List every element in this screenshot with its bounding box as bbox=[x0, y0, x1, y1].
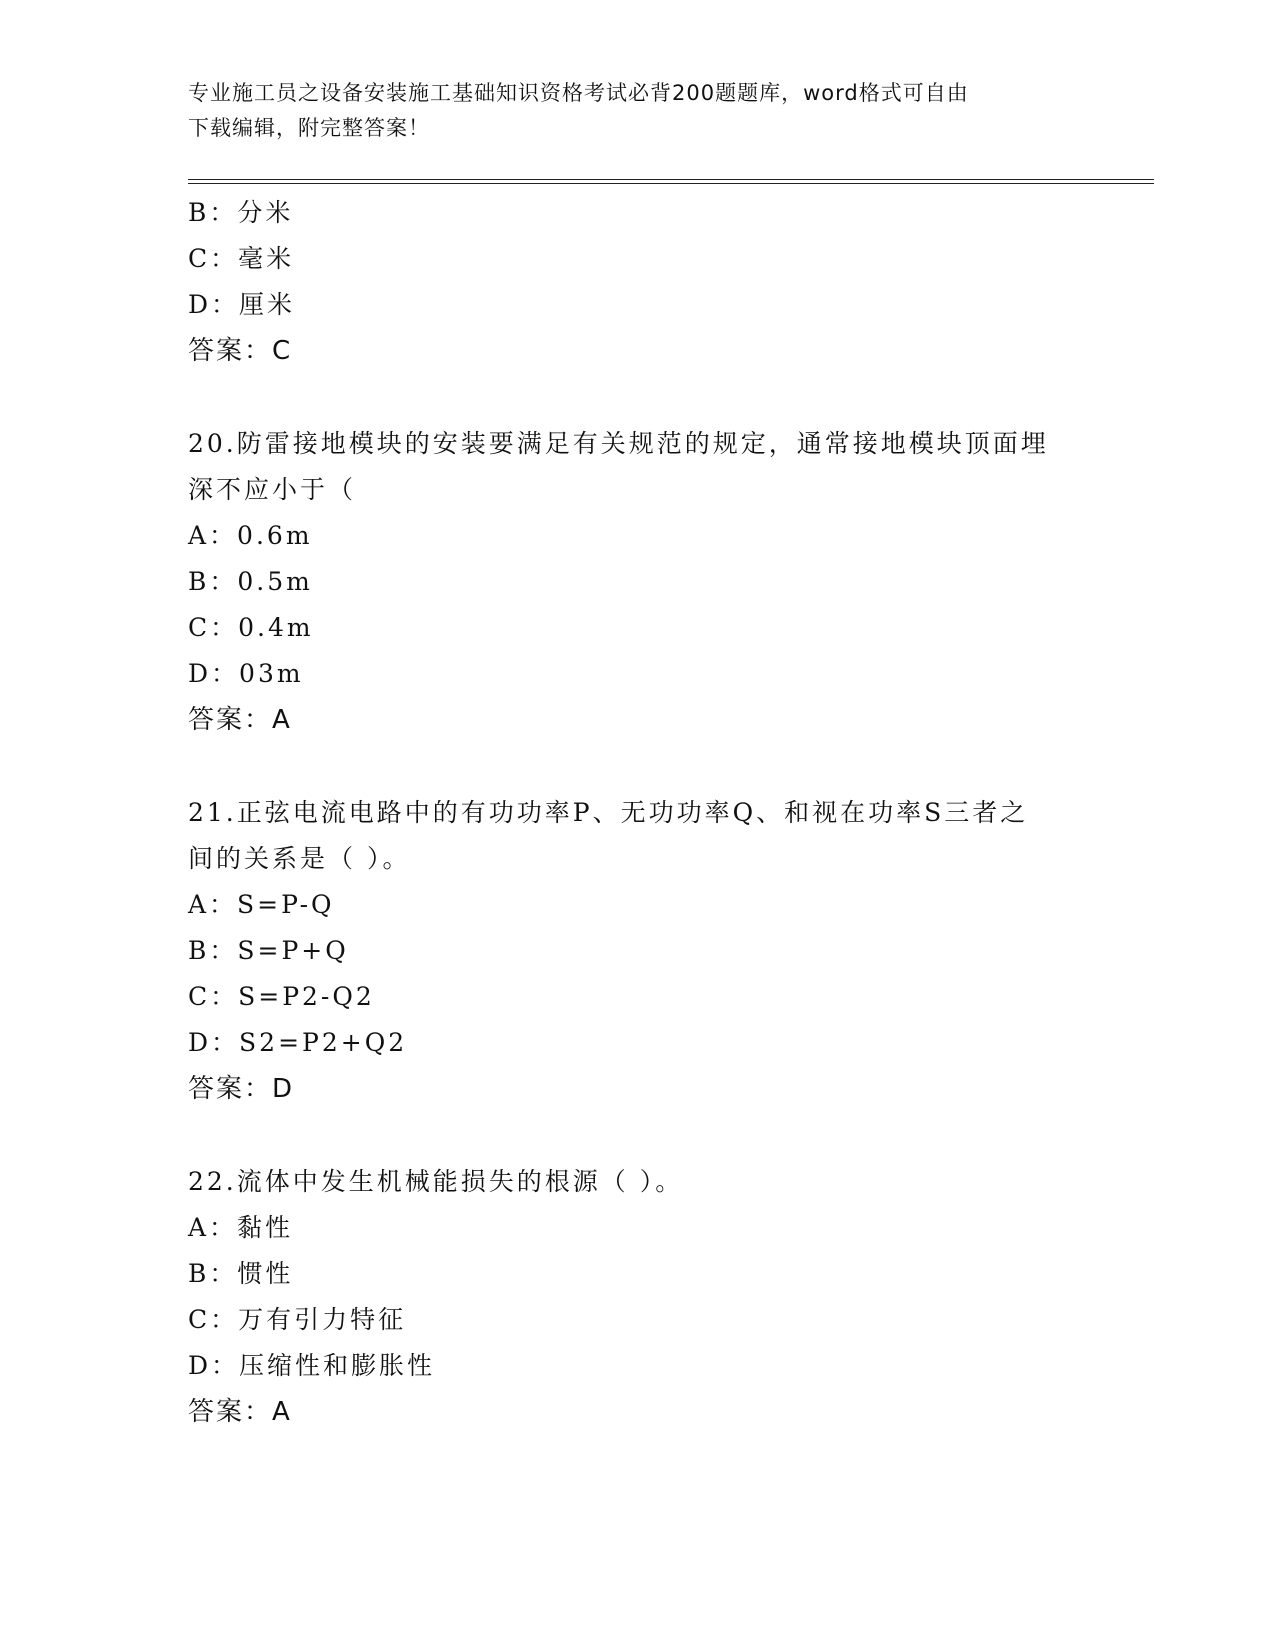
question-block bbox=[188, 190, 1088, 374]
option-line: D：压缩性和膨胀性 bbox=[188, 1351, 436, 1380]
question-text-line: 间的关系是（ ）。 bbox=[188, 844, 411, 873]
question-block bbox=[188, 790, 1088, 1112]
option-line: C：0.4m bbox=[188, 613, 314, 642]
answer-line: 答案：D bbox=[188, 1074, 295, 1104]
header-divider-top bbox=[188, 179, 1154, 180]
document-header bbox=[188, 76, 1088, 146]
question-text-line: 22.流体中发生机械能损失的根源（ ）。 bbox=[188, 1167, 684, 1196]
option-line: D：S2=P2+Q2 bbox=[188, 1028, 408, 1057]
question-list bbox=[188, 190, 1088, 1435]
option-line: C：万有引力特征 bbox=[188, 1305, 407, 1334]
header-title-line-1: 专业施工员之设备安装施工基础知识资格考试必背200题题库，word格式可自由 bbox=[188, 81, 969, 105]
question-block bbox=[188, 1159, 1088, 1435]
question-text-line: 21.正弦电流电路中的有功功率P、无功功率Q、和视在功率S三者之 bbox=[188, 798, 1029, 827]
header-divider-bottom bbox=[188, 183, 1154, 184]
option-line: C：毫米 bbox=[188, 244, 295, 273]
answer-line: 答案：A bbox=[188, 1397, 292, 1427]
option-line: B：惯性 bbox=[188, 1259, 294, 1288]
header-title-line-2: 下载编辑，附完整答案！ bbox=[188, 116, 430, 140]
option-line: A：S=P-Q bbox=[188, 890, 335, 919]
block-spacer bbox=[188, 743, 1088, 790]
option-line: B：分米 bbox=[188, 198, 294, 227]
option-line: D：厘米 bbox=[188, 290, 296, 319]
answer-line: 答案：A bbox=[188, 705, 292, 735]
block-spacer bbox=[188, 374, 1088, 421]
answer-line: 答案：C bbox=[188, 336, 293, 366]
option-line: B：S=P+Q bbox=[188, 936, 349, 965]
option-line: C：S=P2-Q2 bbox=[188, 982, 375, 1011]
question-block bbox=[188, 421, 1088, 743]
question-text-line: 20.防雷接地模块的安装要满足有关规范的规定，通常接地模块顶面埋 bbox=[188, 429, 1049, 458]
option-line: B：0.5m bbox=[188, 567, 313, 596]
question-text-line: 深不应小于（ bbox=[188, 475, 357, 504]
option-line: A：0.6m bbox=[188, 521, 313, 550]
option-line: D：03m bbox=[188, 659, 304, 688]
block-spacer bbox=[188, 1112, 1088, 1159]
option-line: A：黏性 bbox=[188, 1213, 294, 1242]
